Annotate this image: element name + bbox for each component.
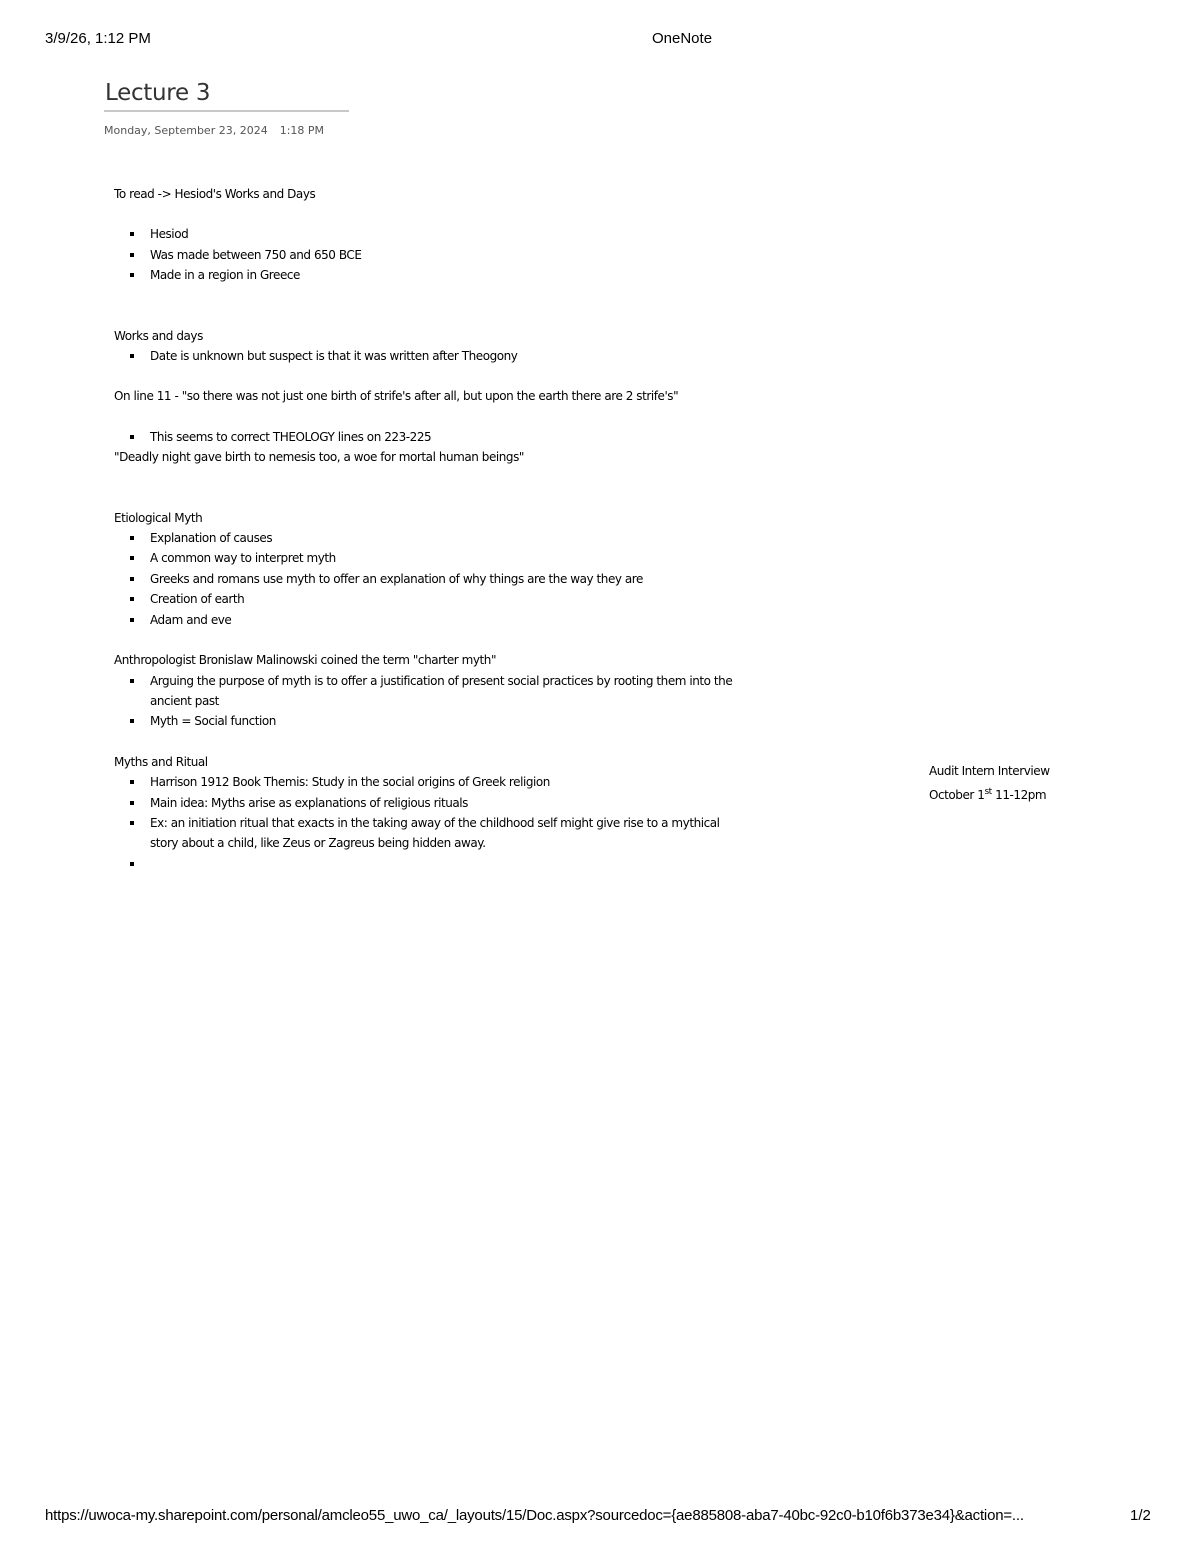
list-item[interactable] bbox=[114, 427, 734, 447]
deadly-night-quote[interactable]: "Deadly night gave birth to nemesis too, a woe for mortal human beings" bbox=[114, 450, 524, 465]
bullet-icon bbox=[130, 556, 134, 560]
list-item[interactable] bbox=[114, 528, 734, 548]
bullet-icon bbox=[130, 536, 134, 540]
bullet-icon bbox=[130, 679, 134, 683]
blank-line bbox=[114, 366, 734, 386]
print-footer-url: https://uwoca-my.sharepoint.com/personal/amcleo55_uwo_ca/_layouts/15/Doc.aspx?sourcedoc={ae885808-aba7-40bc-92c0-b10f6b373e34}&action=... bbox=[45, 1507, 1024, 1524]
line11-quote[interactable]: On line 11 - "so there was not just one birth of strife's after all, but upon the earth there are 2 strife's" bbox=[114, 389, 679, 404]
list-item[interactable] bbox=[114, 245, 734, 265]
blank-line bbox=[114, 204, 734, 224]
bullet-icon bbox=[130, 821, 134, 825]
blank-line bbox=[114, 286, 734, 326]
bullet-icon bbox=[130, 618, 134, 622]
blank-line bbox=[114, 407, 734, 427]
list-item-text: This seems to correct THEOLOGY lines on 223-225 bbox=[150, 429, 432, 444]
list-item-text: Was made between 750 and 650 BCE bbox=[150, 247, 362, 262]
list-item[interactable] bbox=[114, 854, 734, 874]
list-item[interactable] bbox=[114, 548, 734, 568]
list-item[interactable] bbox=[114, 793, 734, 813]
print-header-datetime: 3/9/26, 1:12 PM bbox=[45, 30, 151, 47]
print-header-app-name: OneNote bbox=[652, 30, 713, 47]
list-item-text: Creation of earth bbox=[150, 592, 245, 607]
list-item[interactable] bbox=[114, 711, 734, 731]
page-datetime bbox=[104, 124, 324, 137]
side-note-date-prefix: October 1 bbox=[929, 788, 985, 802]
bullet-icon bbox=[130, 862, 134, 866]
list-item[interactable] bbox=[114, 610, 734, 630]
list-item-text: Ex: an initiation ritual that exacts in the taking away of the childhood self might give rise to a mythical story about a child, like Zeus or Zagreus being hidden away. bbox=[150, 815, 720, 851]
hesiod-list bbox=[114, 224, 734, 285]
list-item-text: Date is unknown but suspect is that it was written after Theogony bbox=[150, 349, 518, 364]
note-body[interactable] bbox=[114, 184, 734, 874]
list-item[interactable] bbox=[114, 224, 734, 244]
bullet-icon bbox=[130, 273, 134, 277]
print-footer-page-number: 1/2 bbox=[1130, 1507, 1151, 1524]
bullet-icon bbox=[130, 719, 134, 723]
anthro-heading[interactable]: Anthropologist Bronislaw Malinowski coined the term "charter myth" bbox=[114, 653, 497, 668]
blank-line bbox=[114, 468, 734, 508]
page-date: Monday, September 23, 2024 bbox=[104, 124, 268, 137]
list-item-text: Explanation of causes bbox=[150, 531, 273, 546]
bullet-icon bbox=[130, 577, 134, 581]
list-item-text: Made in a region in Greece bbox=[150, 268, 300, 283]
list-item[interactable] bbox=[114, 346, 734, 366]
bullet-icon bbox=[130, 354, 134, 358]
list-item[interactable] bbox=[114, 569, 734, 589]
side-note-title: Audit Intern Interview bbox=[929, 764, 1050, 778]
works-heading[interactable]: Works and days bbox=[114, 328, 203, 343]
bullet-icon bbox=[130, 597, 134, 601]
etiological-list bbox=[114, 528, 734, 630]
side-note-date-ordinal: st bbox=[984, 787, 992, 797]
page-title[interactable]: Lecture 3 bbox=[105, 80, 211, 106]
bullet-icon bbox=[130, 435, 134, 439]
list-item-text: Myth = Social function bbox=[150, 714, 276, 729]
works-list bbox=[114, 346, 734, 366]
list-item[interactable] bbox=[114, 772, 734, 792]
list-item-text: Hesiod bbox=[150, 227, 189, 242]
list-item-text: Greeks and romans use myth to offer an explanation of why things are the way they are bbox=[150, 571, 643, 586]
bullet-icon bbox=[130, 780, 134, 784]
side-note[interactable] bbox=[929, 759, 1050, 807]
ritual-list bbox=[114, 772, 734, 874]
bullet-icon bbox=[130, 253, 134, 257]
theology-list bbox=[114, 427, 734, 447]
bullet-icon bbox=[130, 232, 134, 236]
etiological-heading[interactable]: Etiological Myth bbox=[114, 510, 203, 525]
list-item-text: Main idea: Myths arise as explanations of religious rituals bbox=[150, 795, 468, 810]
blank-line bbox=[114, 630, 734, 650]
list-item-text: Harrison 1912 Book Themis: Study in the social origins of Greek religion bbox=[150, 775, 550, 790]
anthro-list bbox=[114, 671, 734, 732]
side-note-date-suffix: 11-12pm bbox=[991, 788, 1047, 802]
list-item[interactable] bbox=[114, 671, 734, 712]
page-time: 1:18 PM bbox=[279, 124, 325, 137]
bullet-icon bbox=[130, 801, 134, 805]
list-item[interactable] bbox=[114, 813, 734, 854]
title-underline bbox=[104, 110, 349, 112]
ritual-heading[interactable]: Myths and Ritual bbox=[114, 754, 208, 769]
list-item[interactable] bbox=[114, 589, 734, 609]
list-item-text: Adam and eve bbox=[150, 612, 232, 627]
list-item-text: Arguing the purpose of myth is to offer a justification of present social practices by rooting them into the ancient past bbox=[150, 673, 733, 708]
list-item-text: A common way to interpret myth bbox=[150, 551, 336, 566]
list-item[interactable] bbox=[114, 265, 734, 285]
to-read-line[interactable]: To read -> Hesiod's Works and Days bbox=[114, 187, 316, 201]
side-note-date bbox=[929, 783, 1050, 807]
blank-line bbox=[114, 732, 734, 752]
